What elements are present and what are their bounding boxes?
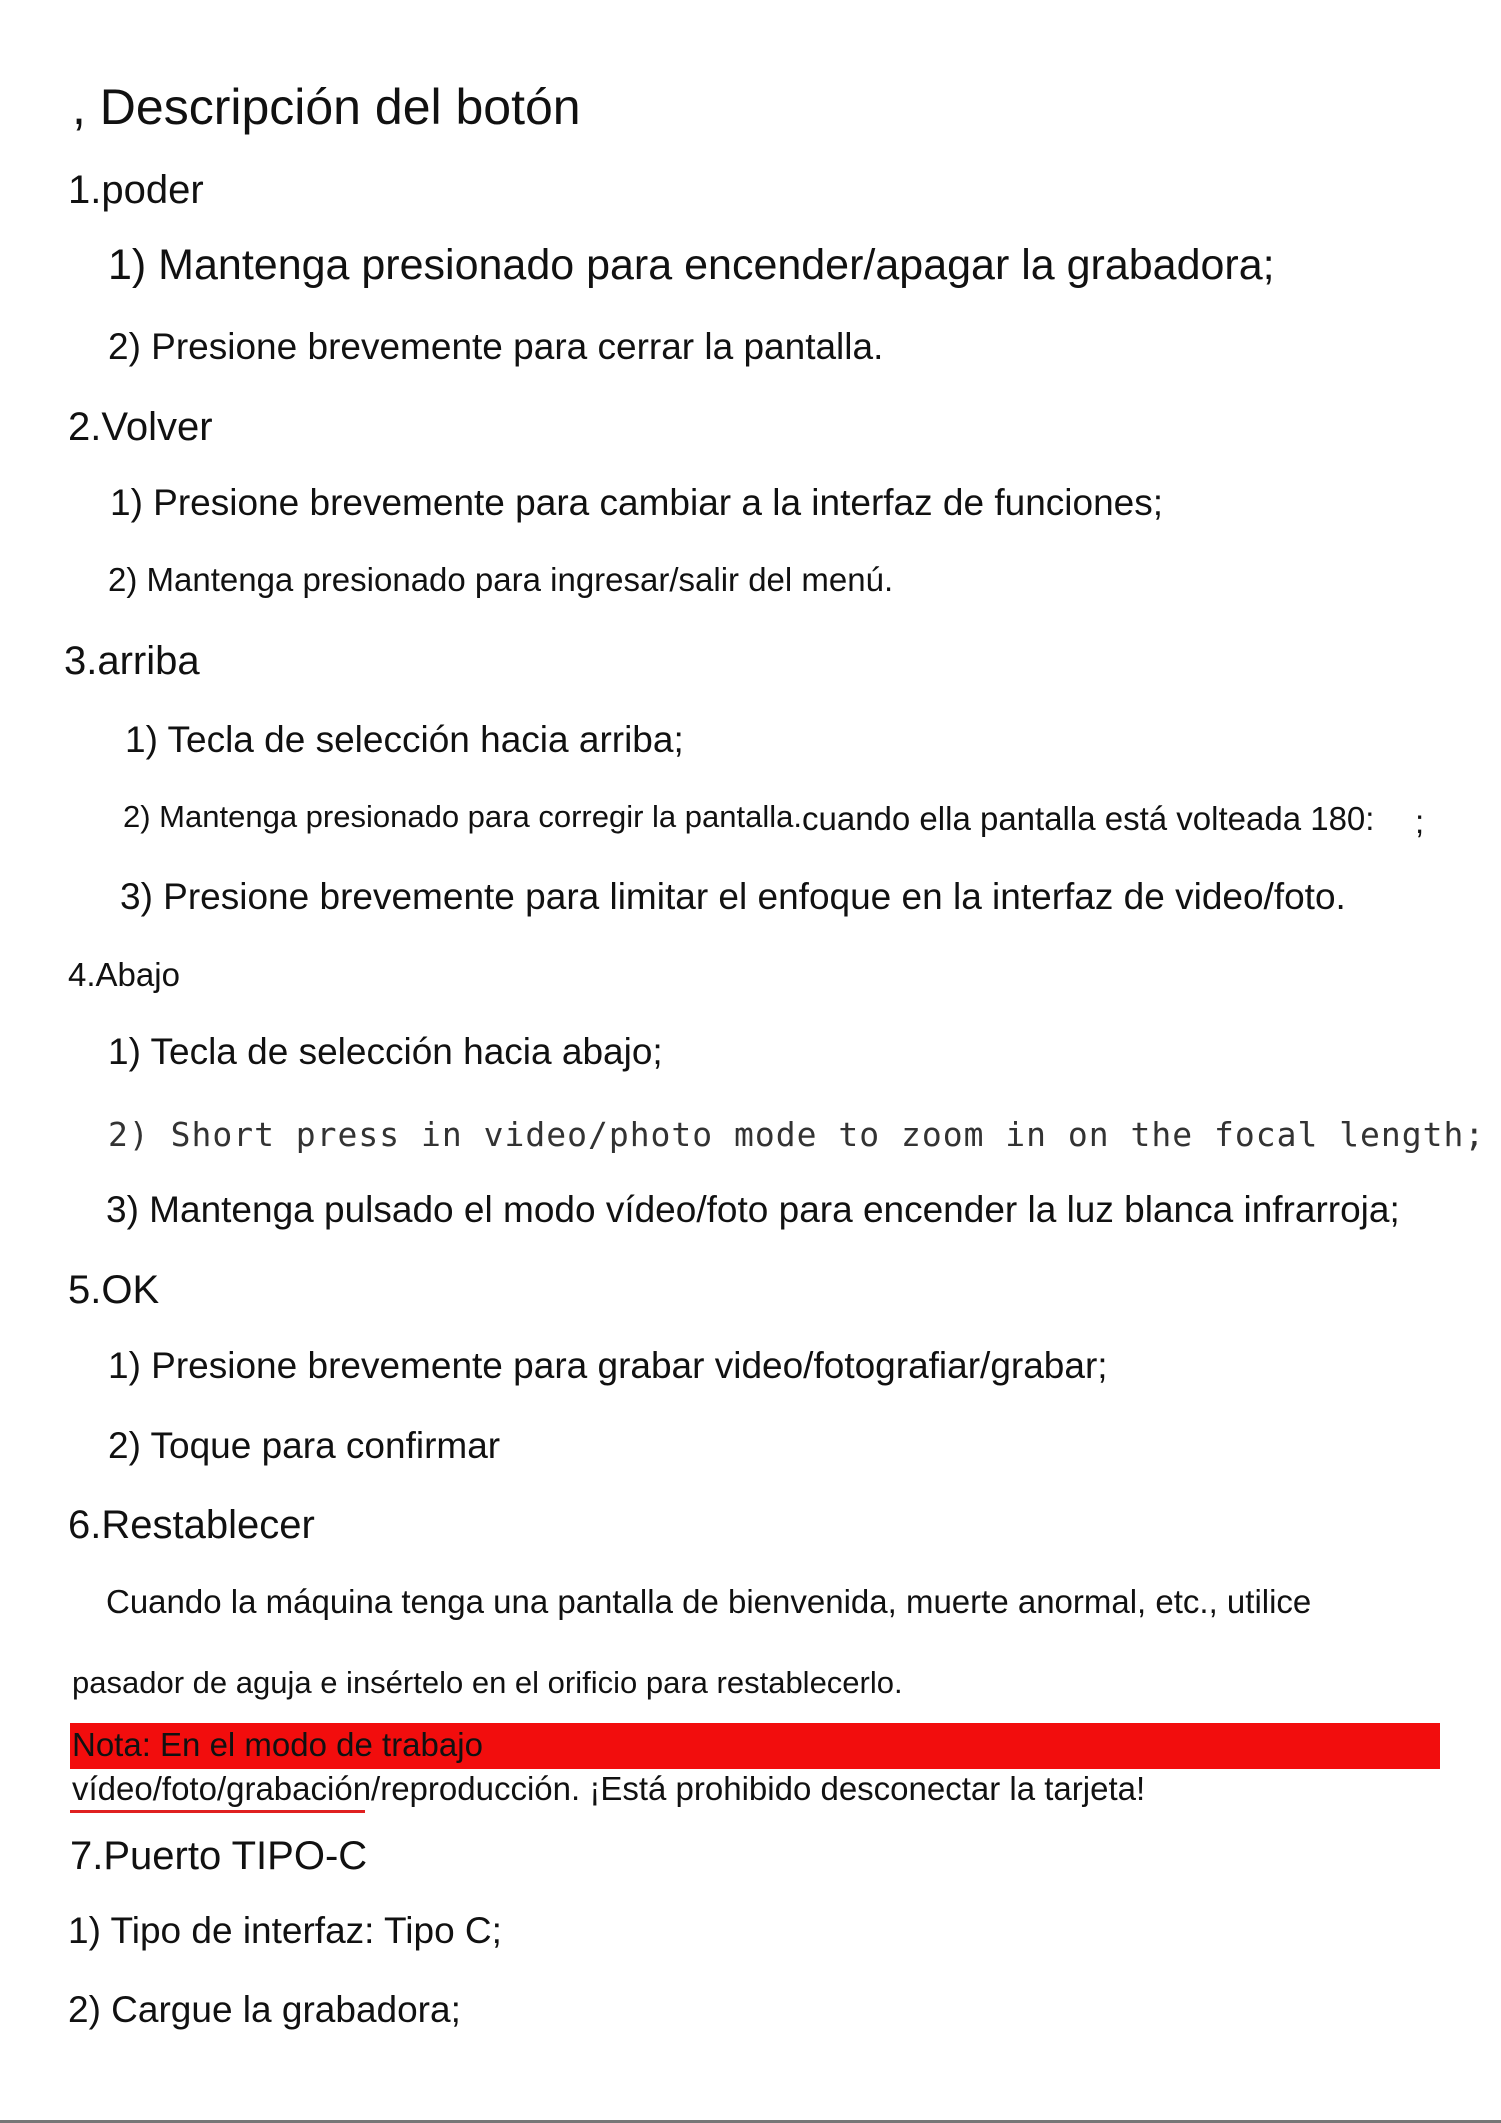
list-item: 2) Presione brevemente para cerrar la pantalla. [108,326,884,367]
section-heading-up: 3.arriba [64,639,200,683]
page-title: , Descripción del botón [72,79,581,135]
section-heading-down: 4.Abajo [68,956,180,993]
list-item: 2) Mantenga presionado para ingresar/salir del menú. [108,561,894,598]
list-item: 1) Mantenga presionado para encender/apagar la grabadora; [108,241,1275,289]
list-item: 3) Mantenga pulsado el modo vídeo/foto para encender la luz blanca infrarroja; [106,1189,1400,1230]
section-heading-ok: 5.OK [68,1268,160,1312]
section-heading-power: 1.poder [68,168,204,212]
list-item: 1) Presione brevemente para cambiar a la interfaz de funciones; [110,482,1164,523]
reset-paragraph: pasador de aguja e insértelo en el orificio para restablecerlo. [72,1665,903,1700]
list-item: 2) Cargue la grabadora; [68,1989,461,2030]
reset-paragraph: Cuando la máquina tenga una pantalla de bienvenida, muerte anormal, etc., utilice [106,1583,1312,1620]
list-item-continuation: cuando ella pantalla está volteada 180: [802,800,1375,837]
section-heading-reset: 6.Restablecer [68,1503,315,1547]
list-item: 3) Presione brevemente para limitar el enfoque en la interfaz de video/foto. [120,876,1346,917]
section-heading-type-c: 7.Puerto TIPO-C [70,1834,368,1878]
note-text: Nota: En el modo de trabajo [72,1726,483,1763]
note-text: vídeo/foto/grabación/reproducción. ¡Está prohibido desconectar la tarjeta! [72,1770,1146,1807]
list-item: 2) Mantenga presionado para corregir la pantalla. [123,799,802,834]
list-item: 1) Tipo de interfaz: Tipo C; [68,1910,502,1951]
list-item: 1) Tecla de selección hacia arriba; [125,719,684,760]
list-item: 1) Presione brevemente para grabar video/fotografiar/grabar; [108,1345,1108,1386]
list-item: 2) Toque para confirmar [108,1425,501,1466]
list-item-end: ; [1415,803,1425,840]
list-item: 1) Tecla de selección hacia abajo; [108,1031,663,1072]
note-underline [70,1810,365,1813]
section-heading-back: 2.Volver [68,405,213,449]
list-item: 2) Short press in video/photo mode to zoom in on the focal length; [108,1115,1486,1154]
